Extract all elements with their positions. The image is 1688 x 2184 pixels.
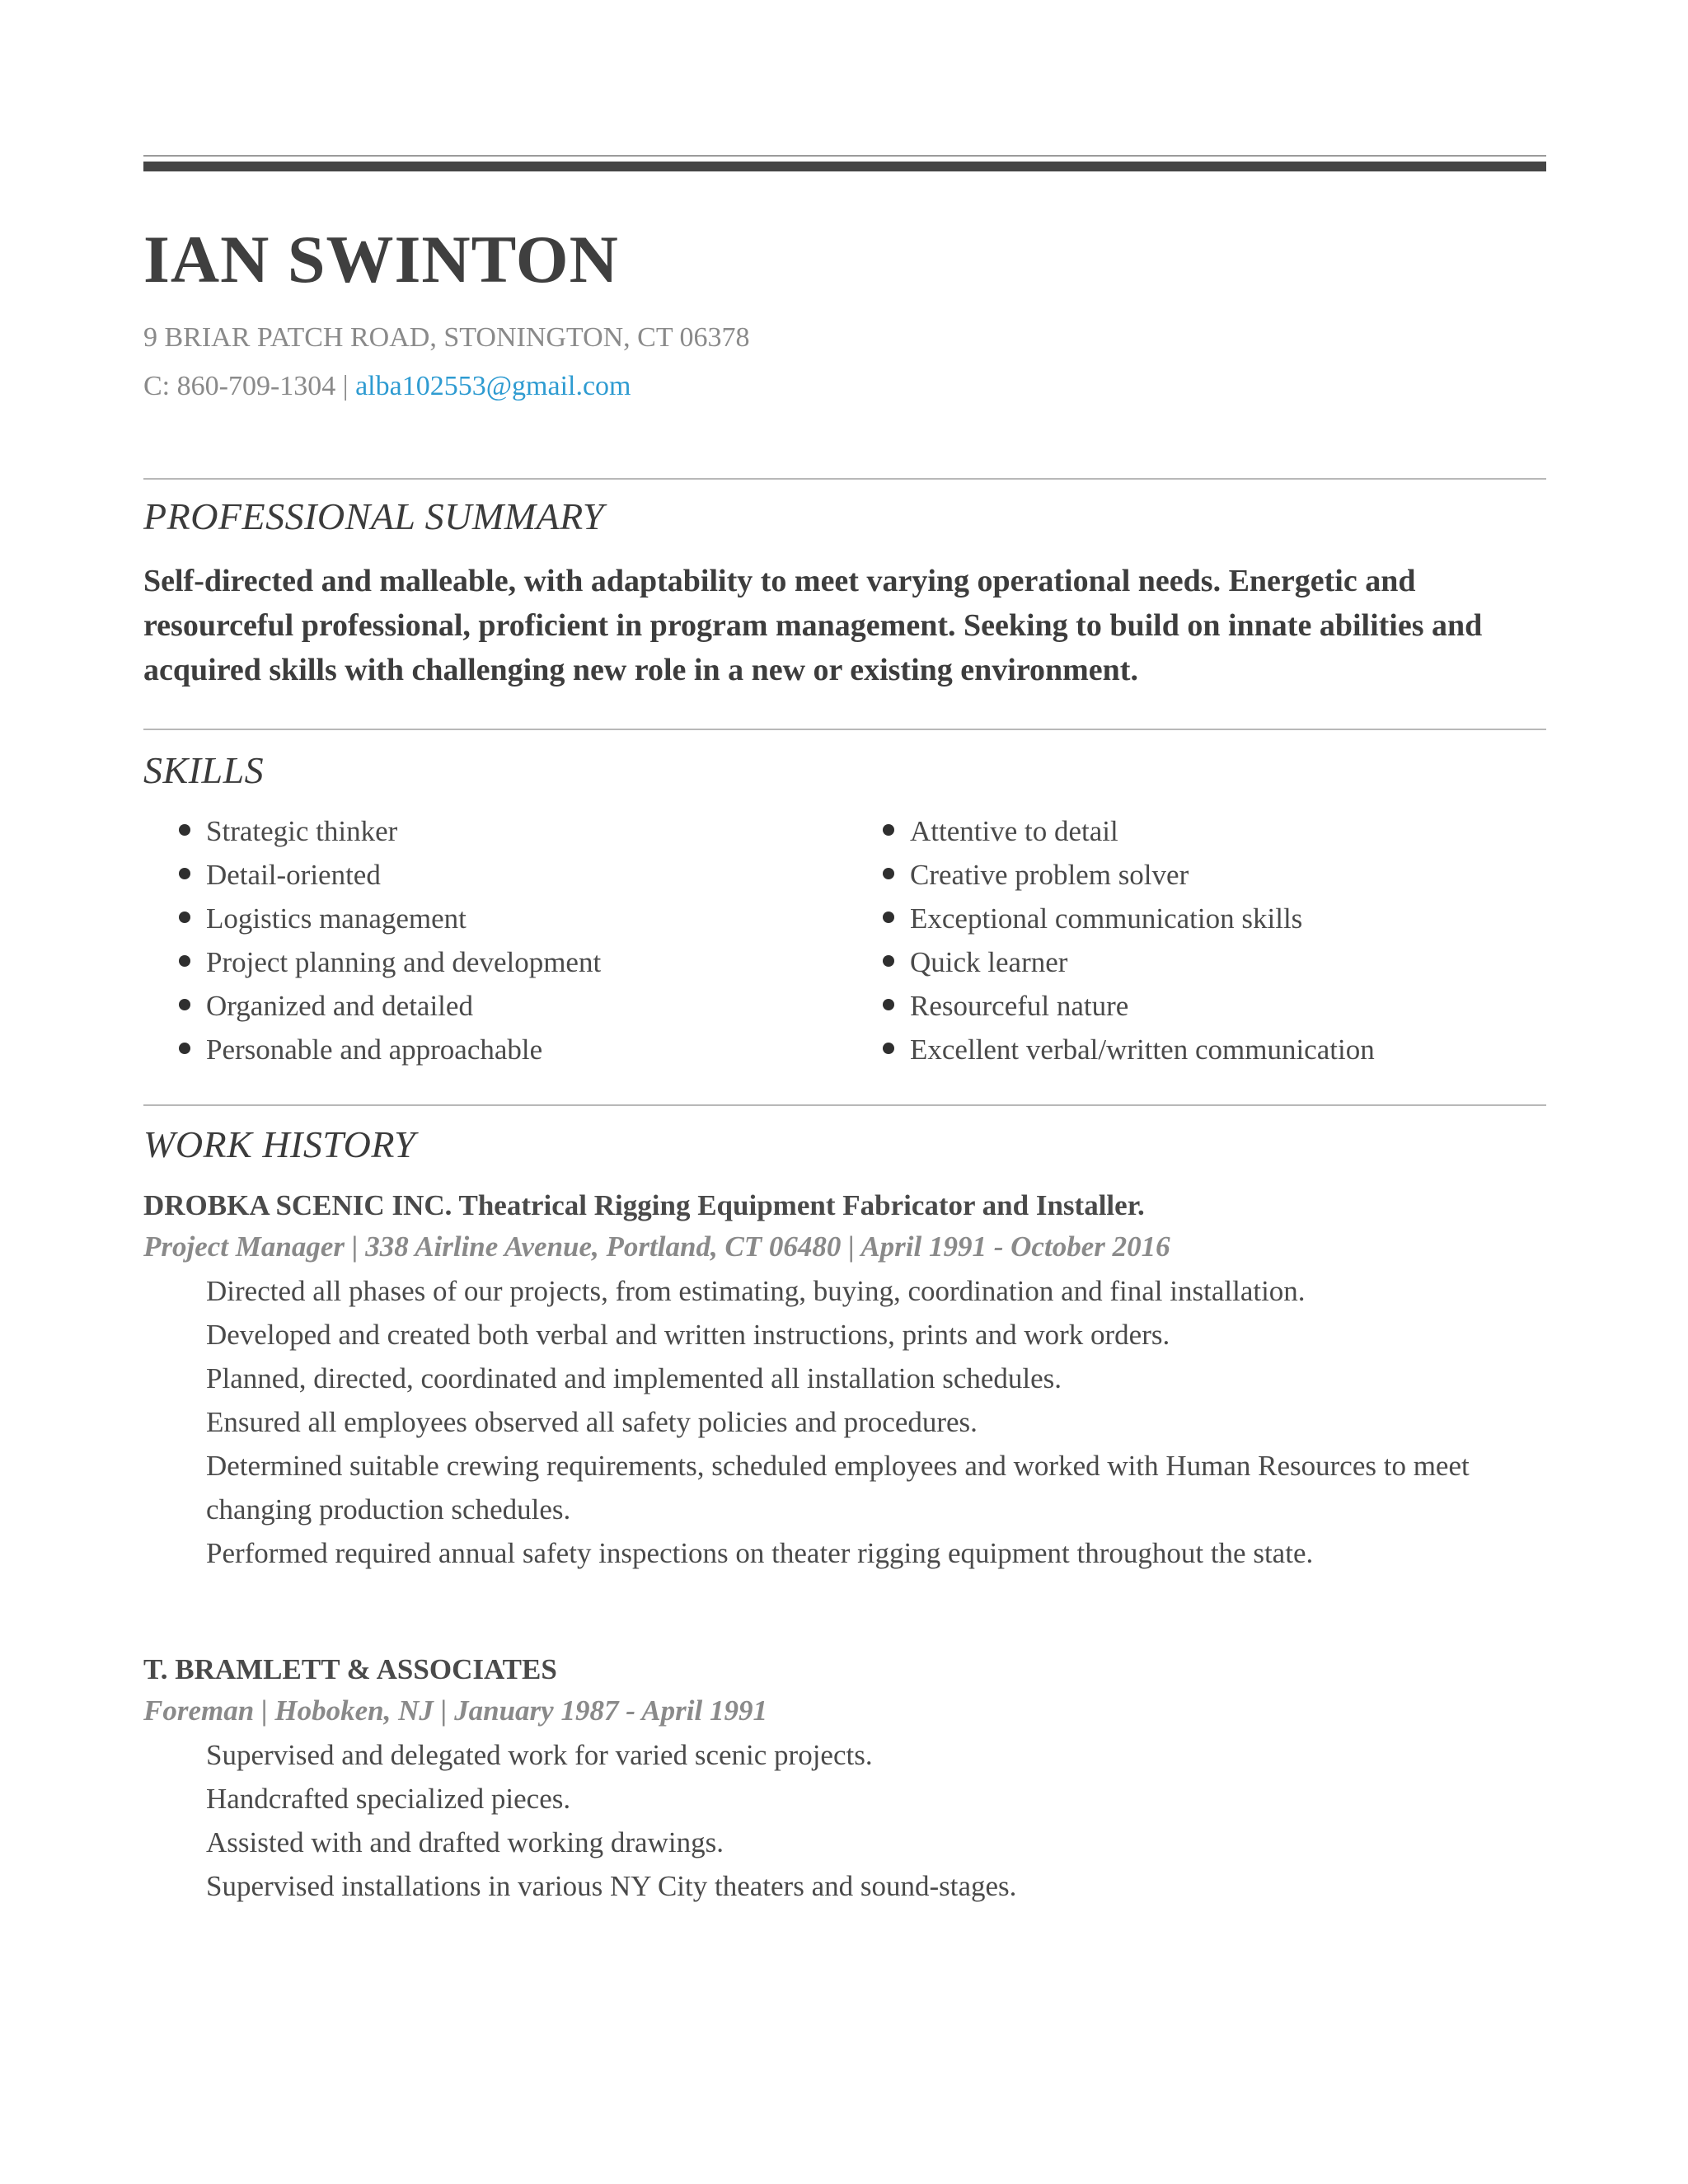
contact-separator: |: [335, 370, 356, 401]
job-duty: Handcrafted specialized pieces.: [206, 1782, 571, 1815]
summary-text: Self-directed and malleable, with adaptability to meet varying operational needs. Energetic and resourceful professional, proficient in program management. Seeking to build on innate abilities and acquired skills with challenging new role in a new or existing environment.: [143, 563, 1483, 687]
skills-list: [143, 809, 1546, 1071]
section-divider: [143, 729, 1546, 730]
job-duties: [143, 1269, 1546, 1575]
skill-item: Logistics management: [143, 897, 847, 940]
job-duty: Ensured all employees observed all safety policies and procedures.: [206, 1405, 978, 1438]
job-duty: Planned, directed, coordinated and implemented all installation schedules.: [206, 1361, 1062, 1394]
candidate-name: IAN SWINTON: [143, 222, 619, 297]
header-rule-thin: [143, 155, 1546, 157]
job-duties: [143, 1733, 1546, 1908]
skill-item: Quick learner: [847, 940, 1375, 984]
section-divider: [143, 1104, 1546, 1106]
skill-item: Creative problem solver: [847, 853, 1375, 897]
skill-item: Personable and approachable: [143, 1028, 847, 1071]
email-link[interactable]: alba102553@gmail.com: [355, 370, 631, 401]
job-duty: Supervised installations in various NY City theaters and sound-stages.: [206, 1869, 1017, 1902]
job-duty: Supervised and delegated work for varied scenic projects.: [206, 1738, 873, 1771]
job-entry: [143, 1652, 1546, 1908]
job-duty: Developed and created both verbal and written instructions, prints and work orders.: [206, 1318, 1170, 1351]
skill-item: Project planning and development: [143, 940, 847, 984]
skill-item: Resourceful nature: [847, 984, 1375, 1028]
job-company: T. BRAMLETT & ASSOCIATES: [143, 1652, 557, 1685]
section-divider: [143, 478, 1546, 480]
job-duty: Directed all phases of our projects, from estimating, buying, coordination and final installation.: [206, 1274, 1306, 1307]
skills-column-right: [847, 809, 1375, 1071]
job-meta: Project Manager | 338 Airline Avenue, Portland, CT 06480 | April 1991 - October 2016: [143, 1230, 1170, 1263]
job-meta: Foreman | Hoboken, NJ | January 1987 - April 1991: [143, 1694, 767, 1727]
phone-number: C: 860-709-1304: [143, 370, 336, 401]
job-duty: Performed required annual safety inspections on theater rigging equipment throughout the state.: [206, 1536, 1314, 1569]
skill-item: Strategic thinker: [143, 809, 847, 853]
summary-section-title: PROFESSIONAL SUMMARY: [143, 494, 604, 537]
work-section-title: WORK HISTORY: [143, 1122, 416, 1165]
job-entry: [143, 1188, 1546, 1575]
skill-item: Attentive to detail: [847, 809, 1375, 853]
skill-item: Organized and detailed: [143, 984, 847, 1028]
job-duty: Determined suitable crewing requirements, scheduled employees and worked with Human Resources to meet changing production schedules.: [206, 1449, 1470, 1526]
skill-item: Exceptional communication skills: [847, 897, 1375, 940]
resume-page: [143, 155, 1546, 1908]
skill-item: Excellent verbal/written communication: [847, 1028, 1375, 1071]
skills-column-left: [143, 809, 847, 1071]
candidate-address: 9 BRIAR PATCH ROAD, STONINGTON, CT 06378: [143, 322, 750, 353]
contact-line: [143, 370, 1546, 404]
job-duty: Assisted with and drafted working drawings.: [206, 1825, 724, 1858]
skills-section-title: SKILLS: [143, 748, 265, 791]
job-company: DROBKA SCENIC INC. Theatrical Rigging Equipment Fabricator and Installer.: [143, 1188, 1145, 1221]
header-rule-thick: [143, 162, 1546, 171]
skill-item: Detail-oriented: [143, 853, 847, 897]
